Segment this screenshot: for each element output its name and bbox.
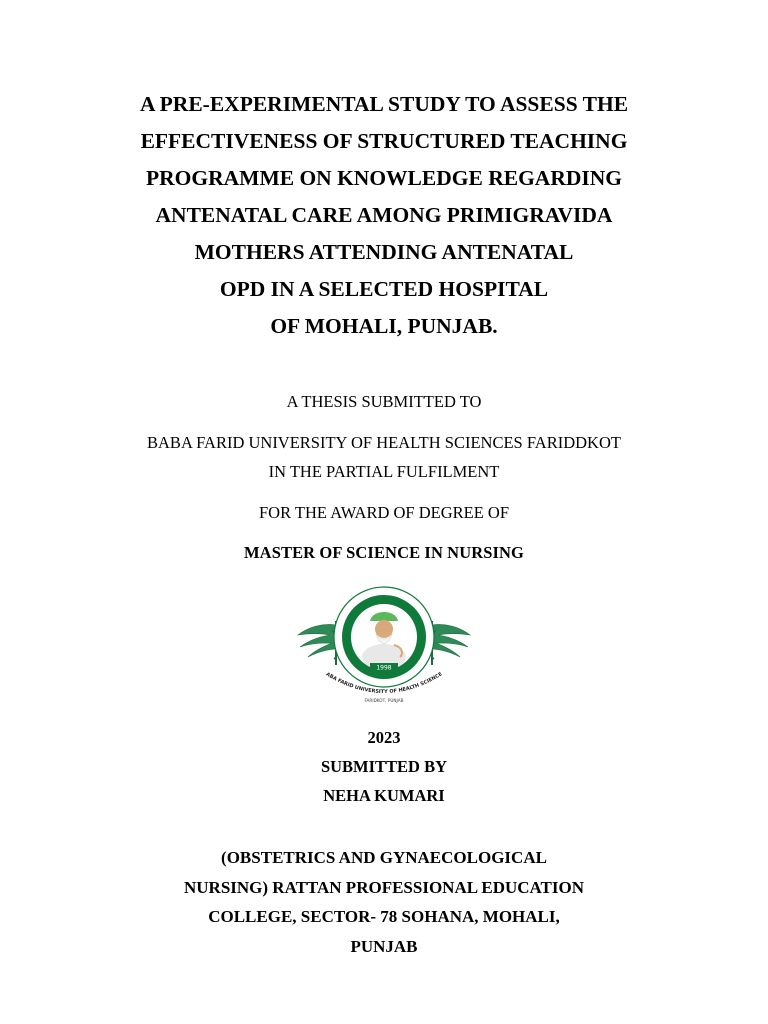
- logo-ring-text: ABA FARID UNIVERSITY OF HEALTH SCIENCE: [324, 671, 444, 696]
- title-line: OF MOHALI, PUNJAB.: [270, 314, 498, 338]
- title-line: EFFECTIVENESS OF STRUCTURED TEACHING: [140, 129, 628, 153]
- college-line: NURSING) RATTAN PROFESSIONAL EDUCATION: [183, 877, 585, 897]
- university-name: BABA FARID UNIVERSITY OF HEALTH SCIENCES FARIDDKOT: [147, 433, 621, 452]
- year-text: 2023: [367, 728, 401, 747]
- left-wing-icon: [298, 621, 340, 665]
- university-logo: [292, 585, 476, 707]
- college-line: PUNJAB: [350, 936, 418, 956]
- submitted-by-label: SUBMITTED BY: [320, 757, 448, 776]
- title-line: A PRE-EXPERIMENTAL STUDY TO ASSESS THE: [139, 92, 629, 116]
- title-line: OPD IN A SELECTED HOSPITAL: [219, 277, 549, 301]
- college-line: COLLEGE, SECTOR- 78 SOHANA, MOHALI,: [208, 907, 560, 926]
- submitted-to-text: A THESIS SUBMITTED TO: [286, 392, 482, 411]
- title-line: ANTENATAL CARE AMONG PRIMIGRAVIDA: [155, 203, 613, 227]
- logo-year: 1998: [376, 664, 392, 672]
- thesis-title: [0, 86, 768, 345]
- college-line: (OBSTETRICS AND GYNAECOLOGICAL: [221, 848, 547, 867]
- author-name: NEHA KUMARI: [323, 786, 445, 805]
- title-line: MOTHERS ATTENDING ANTENATAL: [194, 240, 574, 264]
- degree-name: MASTER OF SCIENCE IN NURSING: [244, 543, 524, 562]
- award-text: FOR THE AWARD OF DEGREE OF: [258, 503, 510, 522]
- partial-fulfilment-text: IN THE PARTIAL FULFILMENT: [268, 462, 500, 481]
- college-info: [0, 843, 768, 961]
- right-wing-icon: [428, 621, 470, 665]
- logo-place-text: FARIDKOT, PUNJAB: [364, 698, 404, 703]
- title-line: PROGRAMME ON KNOWLEDGE REGARDING: [146, 166, 622, 190]
